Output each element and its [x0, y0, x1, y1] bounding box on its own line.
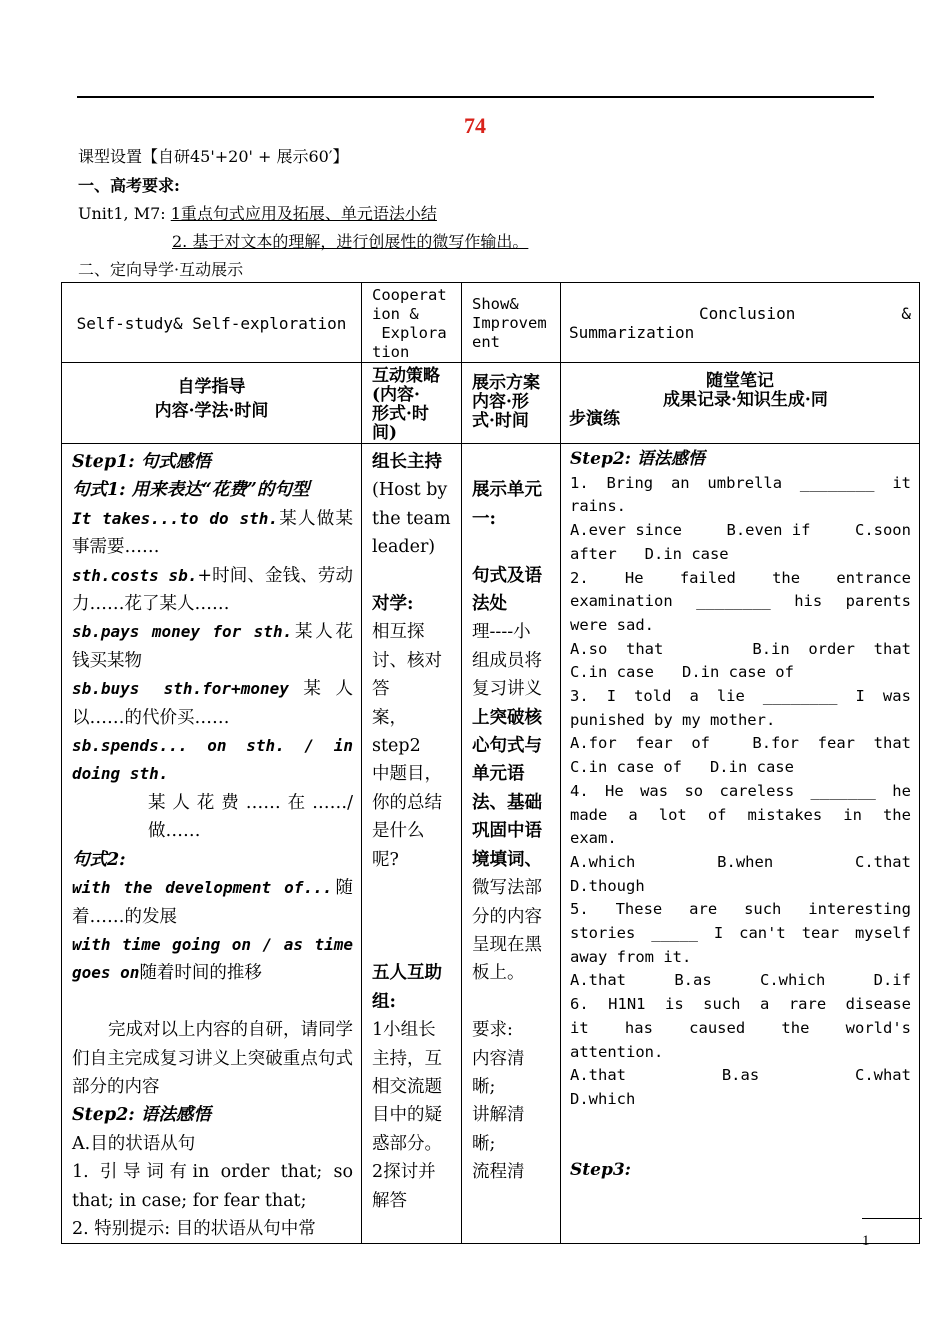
subheader-line: 成果记录·知识生成·同	[663, 390, 828, 410]
pattern-cn: 某人以……的代价买……	[72, 679, 353, 728]
word: told	[634, 687, 672, 706]
subheader-line: 内容·形	[472, 392, 529, 412]
subheader-line: 步演练	[569, 409, 620, 429]
cooperation-content	[362, 444, 461, 1215]
question-3-options	[570, 732, 911, 756]
option: A.ever since	[570, 521, 682, 540]
show-line: 法、基础	[472, 792, 542, 813]
option: D.if	[873, 971, 911, 990]
subheader-line: 式·时间	[472, 411, 529, 431]
word: has	[624, 1018, 653, 1037]
option: B.even if	[726, 521, 811, 540]
requirement-1	[78, 204, 437, 224]
content-row	[62, 444, 920, 1244]
pattern-cn: +时间、金钱、劳动力……花了某人……	[72, 565, 353, 615]
show-line: 理----小	[472, 622, 531, 643]
subheader-cell-3	[462, 363, 561, 444]
word: H1N1	[608, 995, 646, 1014]
word: his	[794, 592, 823, 611]
header-ampersand: &	[901, 304, 911, 323]
question-2-cont	[570, 590, 911, 614]
instruction-text: 完成对以上内容的自研，请同学们自主完成复习讲义上突破重点句式部分的内容	[72, 1020, 353, 1097]
group-line: 主持，互	[372, 1048, 442, 1069]
show-line: 巩固中语	[472, 821, 542, 842]
word: in	[843, 805, 862, 824]
grammar-title: 句式及语	[472, 565, 542, 586]
pair-line: 呢?	[372, 849, 399, 870]
word: so	[684, 781, 704, 800]
word: 3.	[570, 687, 589, 706]
grammar-title-2: 法处	[472, 594, 507, 615]
question-5-options	[570, 969, 911, 993]
table-edge-stub	[862, 1218, 922, 1219]
step2-a-title: A.目的状语从句	[72, 1133, 196, 1154]
option: B.for fear that	[752, 734, 911, 753]
word: the	[781, 1018, 810, 1037]
word: 1.	[570, 473, 589, 492]
requirement-line: 晰;	[472, 1076, 496, 1097]
word: interesting	[808, 900, 911, 919]
unit-title-2: 一:	[472, 508, 496, 529]
group-line: 目中的疑	[372, 1105, 442, 1126]
option: B.as	[674, 971, 712, 990]
word: He	[624, 568, 644, 587]
show-line: 微写法部	[472, 878, 542, 899]
word: the	[882, 805, 911, 824]
show-line: 心句式与	[472, 736, 542, 757]
option: B.when	[717, 852, 774, 871]
subheader-cell-2	[362, 363, 462, 444]
header-cell-1	[62, 283, 362, 363]
word: Bring	[606, 473, 654, 492]
pair-title: 对学:	[372, 594, 414, 615]
group-line: 解答	[372, 1190, 407, 1211]
word: careless	[719, 781, 795, 800]
header-cooperation-line: ion &	[372, 305, 419, 323]
header-summarization: Summarization	[569, 323, 695, 342]
word: a	[689, 687, 699, 706]
requirement-line: 内容清	[472, 1048, 525, 1069]
question-4-options-2: D.though	[570, 876, 645, 895]
subheader-line: (内容·	[372, 385, 420, 405]
requirement-line: 讲解清	[472, 1105, 525, 1126]
word: such	[703, 995, 741, 1014]
header-cell-4	[561, 283, 920, 363]
question-1-cont: rains.	[570, 497, 626, 516]
show-line: 单元语	[472, 764, 525, 785]
subheader-strategy	[362, 363, 461, 443]
notes-step2-title: Step2: 语法感悟	[570, 449, 705, 469]
requirements-title: 要求:	[472, 1020, 513, 1041]
step2-a-2: 2. 特别提示: 目的状语从句中常	[72, 1218, 316, 1239]
subheader-line: 自学指导	[177, 377, 246, 397]
word: of	[707, 805, 727, 824]
pattern-en: sb.buys sth.for+money	[72, 679, 289, 699]
pattern-en: with the development of...	[72, 878, 333, 898]
subheader-line: 形式·时	[372, 404, 429, 424]
word: rare	[788, 995, 827, 1014]
leader-title: 组长主持	[372, 452, 442, 472]
pattern2-a	[72, 874, 353, 931]
requirement-1-text: 1重点句式应用及拓展、单元语法小结	[170, 204, 437, 223]
footer-page-number: 1	[862, 1233, 870, 1249]
subheader-cell-4	[561, 363, 920, 444]
word: are	[689, 900, 718, 919]
question-6-cont	[570, 1017, 911, 1041]
question-6	[570, 993, 911, 1017]
section1-heading: 一、高考要求:	[78, 176, 180, 195]
step1-title: Step1: 句式感悟	[72, 452, 211, 472]
pattern-en: with time going on / as time goes on	[72, 934, 353, 983]
pattern1-c	[72, 618, 353, 675]
pattern-cn: 某人做某事需要……	[72, 508, 354, 558]
question-2-cont-2: were sad.	[570, 615, 654, 634]
answer-blank: ________	[696, 592, 771, 611]
pair-line: 案，step2	[372, 707, 421, 757]
group-line: 相交流题	[372, 1076, 442, 1097]
group-title-2: 组:	[372, 991, 396, 1012]
group-title: 五人互助	[372, 963, 442, 984]
show-line: 分的内容	[472, 906, 542, 927]
option: A.that	[570, 971, 626, 990]
notes-step3-title: Step3:	[570, 1160, 631, 1181]
option: B.as	[721, 1066, 760, 1085]
step2-a-1: 1. 引导词有in order that; so that; in case; for fear that;	[72, 1162, 353, 1211]
subheader-line: 展示方案	[472, 373, 540, 393]
pattern-en: sb.spends... on sth. / in doing sth.	[72, 736, 353, 784]
header-cooperation-line: Explora	[372, 324, 447, 342]
word: such	[744, 900, 782, 919]
word: mistakes	[747, 805, 823, 824]
header-conclusion	[561, 283, 919, 342]
header-cooperation-line: tion	[372, 343, 410, 361]
header-show	[462, 283, 560, 352]
leader-line: leader)	[372, 537, 436, 558]
word: parents	[845, 592, 911, 611]
question-2-options-2: C.in case D.in case of	[570, 663, 794, 682]
option: C.which	[759, 971, 826, 990]
word: an	[670, 473, 690, 492]
header-self-study: Self-study& Self-exploration	[76, 314, 347, 333]
pattern-cn: 随着时间的推移	[139, 963, 262, 984]
word: lie	[716, 687, 745, 706]
header-row	[62, 283, 920, 363]
question-4-cont-2: exam.	[570, 829, 617, 848]
option: A.which	[570, 852, 636, 871]
word: 6.	[570, 995, 589, 1014]
word: the	[772, 568, 801, 587]
pattern-cn: 某人花钱买某物	[72, 622, 354, 671]
word: 2.	[570, 568, 589, 587]
self-study-content	[62, 444, 361, 1243]
word: failed	[679, 568, 736, 587]
question-1-options-2: after D.in case	[570, 544, 729, 563]
word: 4.	[570, 781, 589, 800]
content-cell-4	[561, 444, 920, 1244]
word: world's	[845, 1018, 911, 1037]
show-line: 组成员将	[472, 650, 542, 671]
subheader-notes	[561, 363, 919, 429]
word: These	[615, 900, 663, 919]
course-setting: 课型设置【自研45'+20' + 展示60′】	[78, 147, 349, 166]
step2-title: Step2: 语法感悟	[72, 1105, 211, 1126]
notes-content	[561, 444, 919, 1183]
word: 5.	[570, 900, 589, 919]
show-line: 板上。	[472, 963, 525, 984]
page-title: 74	[464, 113, 486, 138]
word: a	[628, 805, 638, 824]
word: caused	[689, 1018, 746, 1037]
show-line: 呈现在黑	[472, 934, 542, 955]
question-3-cont: punished by my mother.	[570, 710, 776, 729]
question-3-options-2: C.in case of D.in case	[570, 758, 794, 777]
option: A.so that	[570, 639, 664, 658]
top-rule	[77, 96, 874, 98]
word: examination	[570, 592, 673, 611]
subheader-row	[62, 363, 920, 444]
question-1	[570, 472, 911, 496]
header-show-line: Improvem	[472, 314, 547, 332]
section2-heading: 二、定向导学·互动展示	[78, 260, 244, 279]
header-cell-2	[362, 283, 462, 363]
pattern2-b	[72, 931, 353, 988]
word: I	[855, 687, 865, 706]
answer-blank: _____	[651, 924, 698, 943]
content-cell-3	[462, 444, 561, 1244]
question-1-options	[570, 519, 911, 543]
word: disease	[845, 995, 911, 1014]
pattern1-e	[72, 732, 353, 789]
pattern2-title: 句式2:	[72, 849, 126, 870]
header-cooperation	[362, 283, 461, 362]
word: he	[892, 781, 911, 800]
option: A.for fear of	[570, 734, 710, 753]
pair-line: 相互探	[372, 622, 425, 643]
question-4-cont	[570, 804, 911, 828]
pattern1-e-cn: 某人花费……在……/做……	[148, 792, 353, 842]
option: C.soon	[854, 521, 911, 540]
group-line: 1小组长	[372, 1020, 436, 1041]
word: I	[606, 687, 617, 706]
question-6-options	[570, 1064, 911, 1088]
question-5	[570, 898, 911, 922]
question-3	[570, 685, 911, 709]
requirement-2-text: 2. 基于对文本的理解，进行创展性的微写作输出。	[172, 232, 529, 251]
subheader-plan	[462, 363, 560, 431]
pair-line: 答	[372, 679, 390, 700]
word: is	[665, 995, 684, 1014]
show-line: 上突破核	[472, 707, 542, 728]
pattern-en: sb.pays money for sth.	[72, 622, 293, 642]
pair-line: 讨、核对	[372, 650, 442, 671]
pair-line: 中题目，	[372, 764, 442, 785]
pattern1-title: 句式1: 用来表达“花费”的句型	[72, 480, 310, 501]
show-line: 境填词、	[472, 849, 542, 870]
option: C.what	[854, 1066, 911, 1085]
pattern1-d	[72, 675, 353, 732]
subheader-line: 内容·学法·时间	[154, 401, 269, 421]
show-content	[462, 444, 560, 1187]
leader-line: the team	[372, 508, 451, 529]
subheader-cell-1	[62, 363, 362, 444]
pattern-cn: 随着……的发展	[72, 878, 354, 927]
pattern1-b	[72, 562, 353, 619]
header-cell-3	[462, 283, 561, 363]
question-6-cont-2: attention.	[570, 1042, 664, 1061]
word: myself	[854, 924, 911, 943]
word: tear	[801, 924, 840, 943]
answer-blank: _______	[810, 781, 876, 800]
show-line: 复习讲义	[472, 679, 542, 700]
requirement-prefix: Unit1, M7:	[78, 204, 171, 223]
word: was	[640, 781, 669, 800]
word: was	[882, 687, 911, 706]
word: it	[570, 1018, 589, 1037]
group-line: 2探讨并	[372, 1162, 436, 1183]
unit-title: 展示单元	[472, 480, 542, 501]
pair-line: 是什么	[372, 821, 425, 842]
word: He	[605, 781, 624, 800]
header-show-line: Show&	[472, 295, 519, 313]
pair-line: 你的总结	[372, 792, 442, 813]
pattern1-a	[72, 505, 353, 562]
answer-blank: ________	[762, 687, 838, 706]
question-4-options	[570, 851, 911, 875]
question-2-options	[570, 638, 911, 662]
group-line: 惑部分。	[372, 1133, 442, 1154]
guide-table	[61, 282, 920, 1244]
header-cooperation-line: Cooperat	[372, 286, 447, 304]
word: stories	[570, 924, 636, 943]
word: entrance	[836, 568, 911, 587]
word: it	[892, 473, 911, 492]
question-2	[570, 567, 911, 591]
leader-line: (Host by	[372, 480, 448, 501]
question-4	[570, 780, 911, 804]
word: a	[760, 995, 770, 1014]
answer-blank: ________	[799, 473, 875, 492]
word: umbrella	[707, 473, 783, 492]
word: I	[713, 924, 724, 943]
header-show-line: ent	[472, 333, 500, 351]
word: lot	[658, 805, 687, 824]
option: B.in order that	[752, 639, 911, 658]
word: made	[570, 805, 608, 824]
header-conclusion-word: Conclusion	[699, 304, 796, 323]
pattern-en: It takes...to do sth.	[72, 508, 279, 528]
requirement-line: 晰;	[472, 1133, 496, 1154]
question-6-options-2: D.which	[570, 1089, 636, 1108]
requirement-line: 流程清	[472, 1162, 525, 1183]
option: C.that	[854, 852, 911, 871]
option: A.that	[570, 1066, 626, 1085]
content-cell-1	[62, 444, 362, 1244]
word: can't	[739, 924, 786, 943]
pattern-en: sth.costs sb.	[72, 565, 198, 585]
question-5-cont-2: away from it.	[570, 947, 692, 966]
subheader-self-study	[62, 363, 361, 423]
subheader-line: 间)	[372, 423, 398, 443]
requirement-2	[172, 232, 528, 252]
subheader-line: 互动策略	[372, 366, 440, 386]
question-5-cont	[570, 922, 911, 946]
subheader-line: 随堂笔记	[706, 371, 774, 391]
content-cell-2	[362, 444, 462, 1244]
